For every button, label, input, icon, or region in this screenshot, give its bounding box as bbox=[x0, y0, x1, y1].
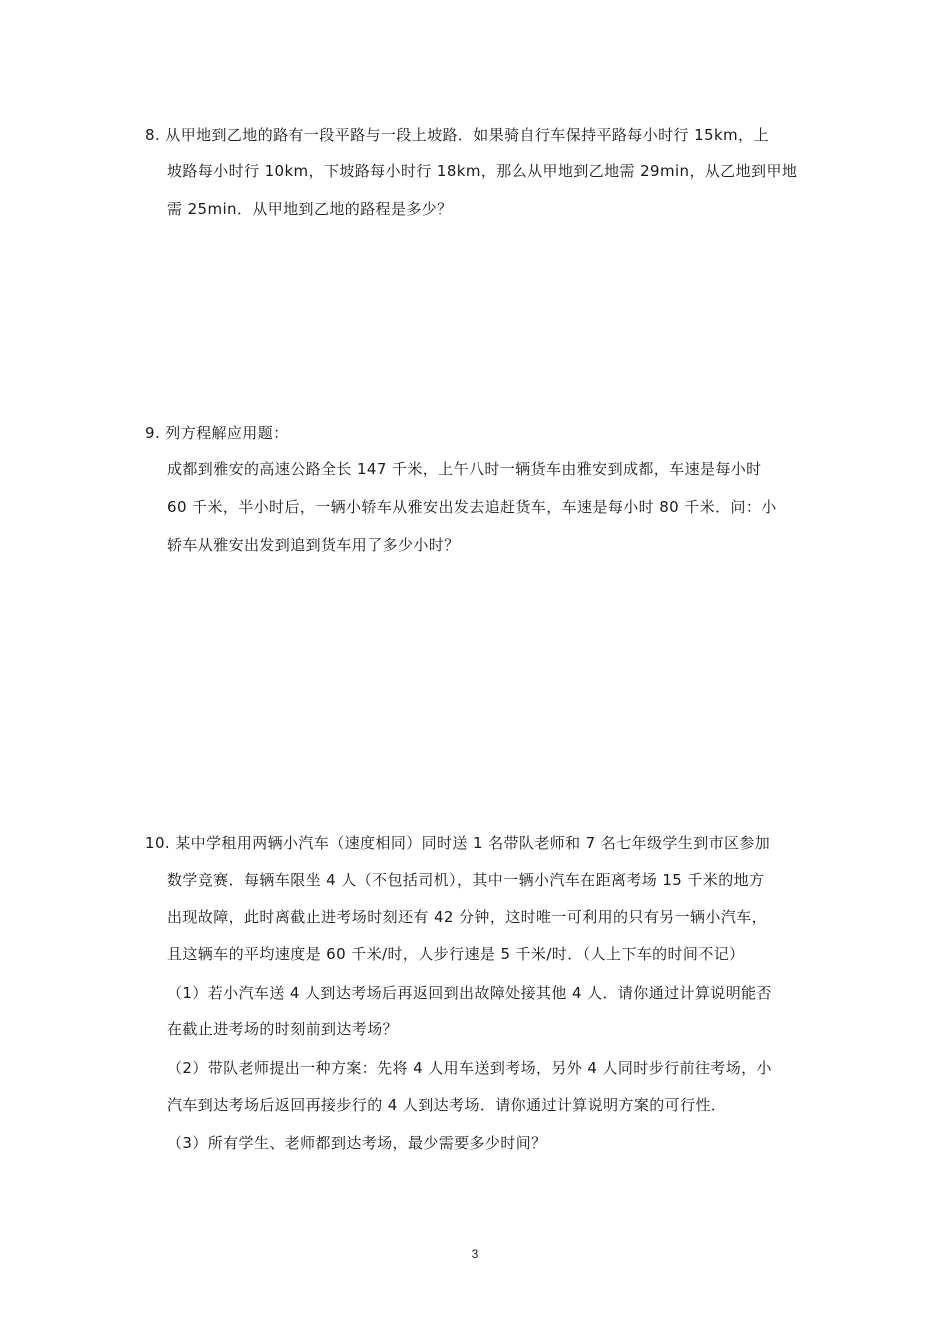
question-10-line-3: 出现故障，此时离截止进考场时刻还有 42 分钟，这时唯一可利用的只有另一辆小汽车， bbox=[167, 908, 768, 926]
question-number: 10. bbox=[145, 834, 171, 852]
question-9-line-3: 60 千米，半小时后，一辆小轿车从雅安出发去追赶货车，车速是每小时 80 千米．问：小 bbox=[167, 498, 777, 516]
question-10-line-1: 10. 某中学租用两辆小汽车（速度相同）同时送 1 名带队老师和 7 名七年级学生到市区参加 bbox=[145, 834, 771, 852]
question-10-sub-1-line-2: 在截止进考场的时刻前到达考场？ bbox=[167, 1020, 399, 1038]
question-number: 9. bbox=[145, 424, 161, 442]
question-10-sub-2-line-2: 汽车到达考场后返回再接步行的 4 人到达考场．请你通过计算说明方案的可行性． bbox=[167, 1096, 727, 1114]
question-10-line-4: 且这辆车的平均速度是 60 千米/时，人步行速是 5 千米/时．（人上下车的时间不记） bbox=[167, 945, 745, 963]
question-number: 8. bbox=[145, 126, 161, 144]
question-8-line-2: 坡路每小时行 10km，下坡路每小时行 18km，那么从甲地到乙地需 29min，从乙地到甲地 bbox=[167, 162, 798, 180]
question-9-line-1: 9. 列方程解应用题： bbox=[145, 424, 289, 442]
question-8-line-3: 需 25min．从甲地到乙地的路程是多少？ bbox=[167, 200, 453, 218]
page-number: 3 bbox=[471, 1247, 479, 1261]
question-10-sub-2-line-1: （2）带队老师提出一种方案：先将 4 人用车送到考场，另外 4 人同时步行前往考场，小 bbox=[167, 1059, 772, 1077]
question-10-line-2: 数学竞赛．每辆车限坐 4 人（不包括司机），其中一辆小汽车在距离考场 15 千米的地方 bbox=[167, 871, 765, 889]
question-9-line-2: 成都到雅安的高速公路全长 147 千米，上午八时一辆货车由雅安到成都，车速是每小时 bbox=[167, 460, 762, 478]
question-10-sub-3-line-1: （3）所有学生、老师都到达考场，最少需要多少时间？ bbox=[167, 1134, 547, 1152]
question-8-line-1: 8. 从甲地到乙地的路有一段平路与一段上坡路．如果骑自行车保持平路每小时行 15km，上 bbox=[145, 126, 769, 144]
question-10-sub-1-line-1: （1）若小汽车送 4 人到达考场后再返回到出故障处接其他 4 人．请你通过计算说明能否 bbox=[167, 984, 772, 1002]
question-9-line-4: 轿车从雅安出发到追到货车用了多少小时？ bbox=[167, 536, 460, 554]
